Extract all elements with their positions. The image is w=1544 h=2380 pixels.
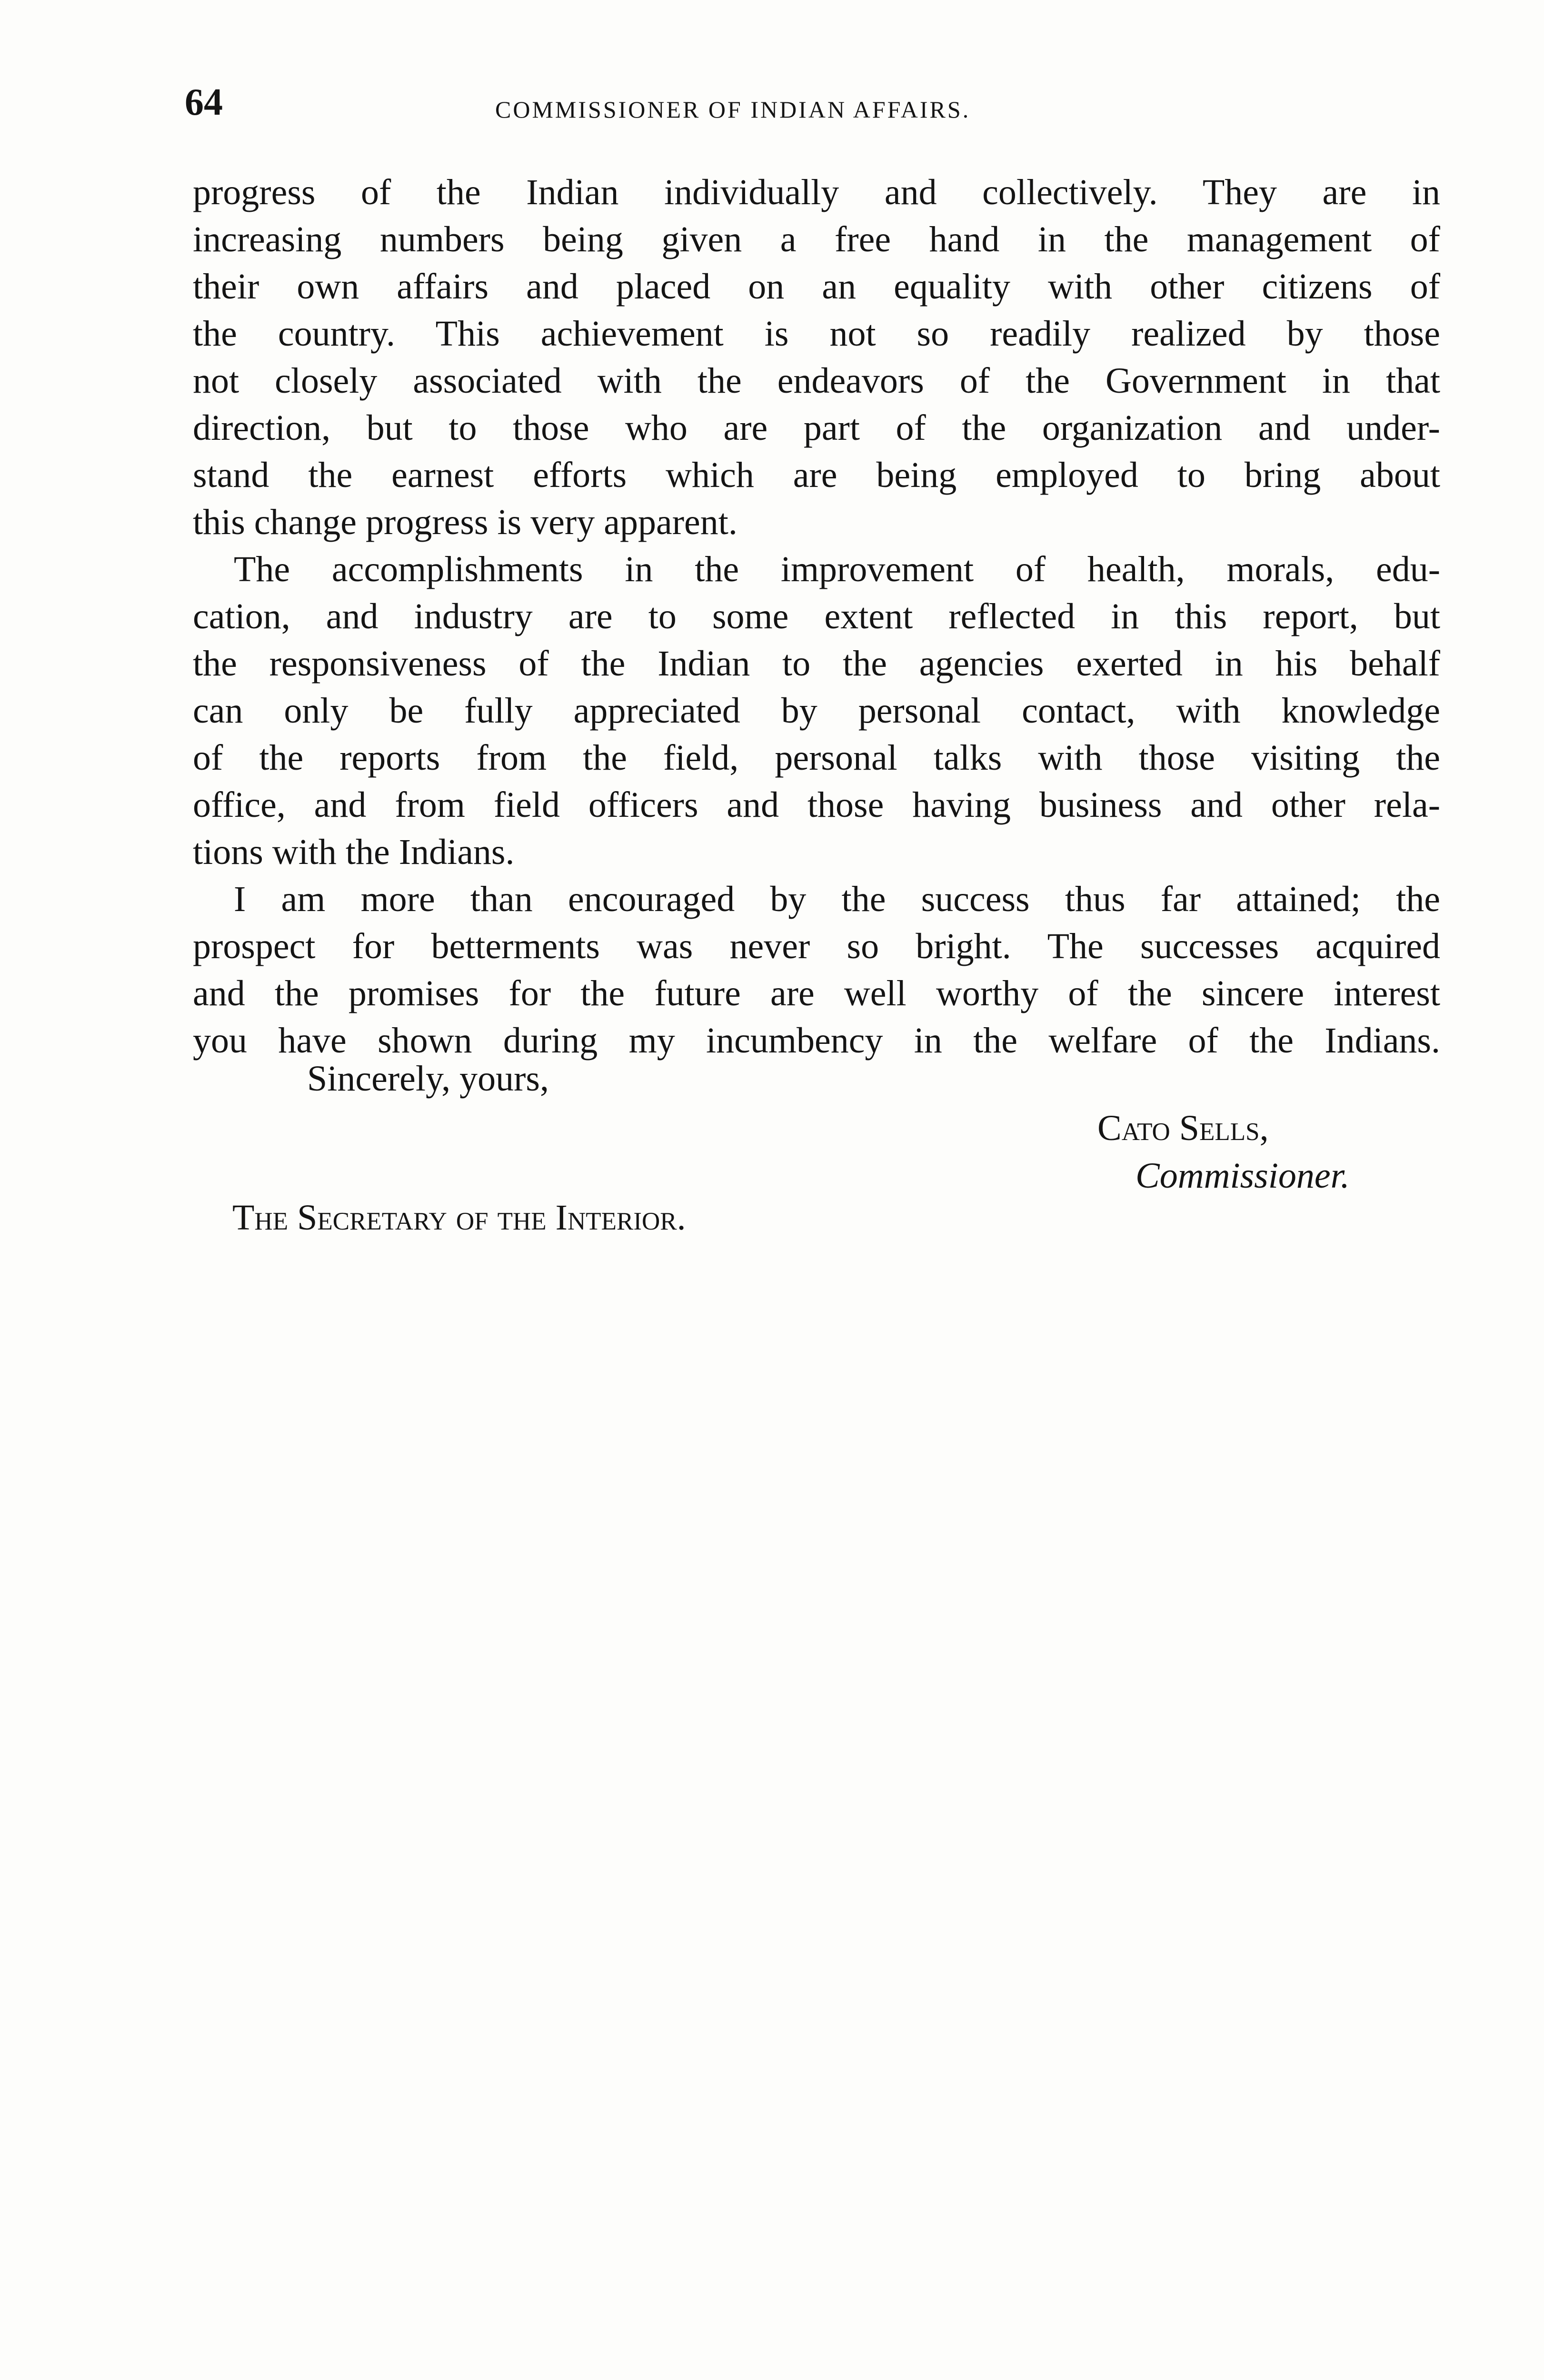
text-line: their own affairs and placed on an equality with other citizens of xyxy=(193,267,1440,307)
text-line: office, and from field officers and those having business and other rela- xyxy=(193,785,1440,825)
text-line: direction, but to those who are part of the organization and under- xyxy=(193,408,1440,448)
text-line: stand the earnest efforts which are being employed to bring about xyxy=(193,455,1440,495)
paragraph-2 xyxy=(193,546,1440,876)
text-line: progress of the Indian individually and collectively. They are in xyxy=(193,172,1440,212)
text-line: cation, and industry are to some extent reflected in this report, but xyxy=(193,596,1440,636)
text-line: The accomplishments in the improvement of health, morals, edu- xyxy=(234,549,1440,589)
text-line: the responsiveness of the Indian to the agencies exerted in his behalf xyxy=(193,644,1440,684)
text-line: the country. This achievement is not so readily realized by those xyxy=(193,314,1440,354)
letter-body xyxy=(193,169,1440,1064)
paragraph-1 xyxy=(193,169,1440,546)
signature-name: Cato Sells, xyxy=(1097,1108,1269,1148)
text-line: not closely associated with the endeavors of the Government in that xyxy=(193,361,1440,401)
addressee: The Secretary of the Interior. xyxy=(232,1198,686,1238)
running-head: COMMISSIONER OF INDIAN AFFAIRS. xyxy=(495,96,971,123)
text-line: and the promises for the future are well worthy of the sincere interest xyxy=(193,973,1440,1013)
closing-salutation: Sincerely, yours, xyxy=(307,1059,549,1099)
text-line: prospect for betterments was never so bright. The successes acquired xyxy=(193,926,1440,966)
page-number: 64 xyxy=(185,81,223,123)
text-line: you have shown during my incumbency in the welfare of the Indians. xyxy=(193,1021,1440,1061)
text-line: increasing numbers being given a free hand in the management of xyxy=(193,219,1440,259)
paragraph-3 xyxy=(193,876,1440,1064)
signature-title: Commissioner. xyxy=(1136,1156,1350,1196)
text-line: I am more than encouraged by the success thus far attained; the xyxy=(234,879,1440,919)
text-line: of the reports from the field, personal talks with those visiting the xyxy=(193,738,1440,778)
text-line: can only be fully appreciated by personal contact, with knowledge xyxy=(193,691,1440,731)
text-line: tions with the Indians. xyxy=(193,832,515,872)
text-line: this change progress is very apparent. xyxy=(193,502,737,542)
